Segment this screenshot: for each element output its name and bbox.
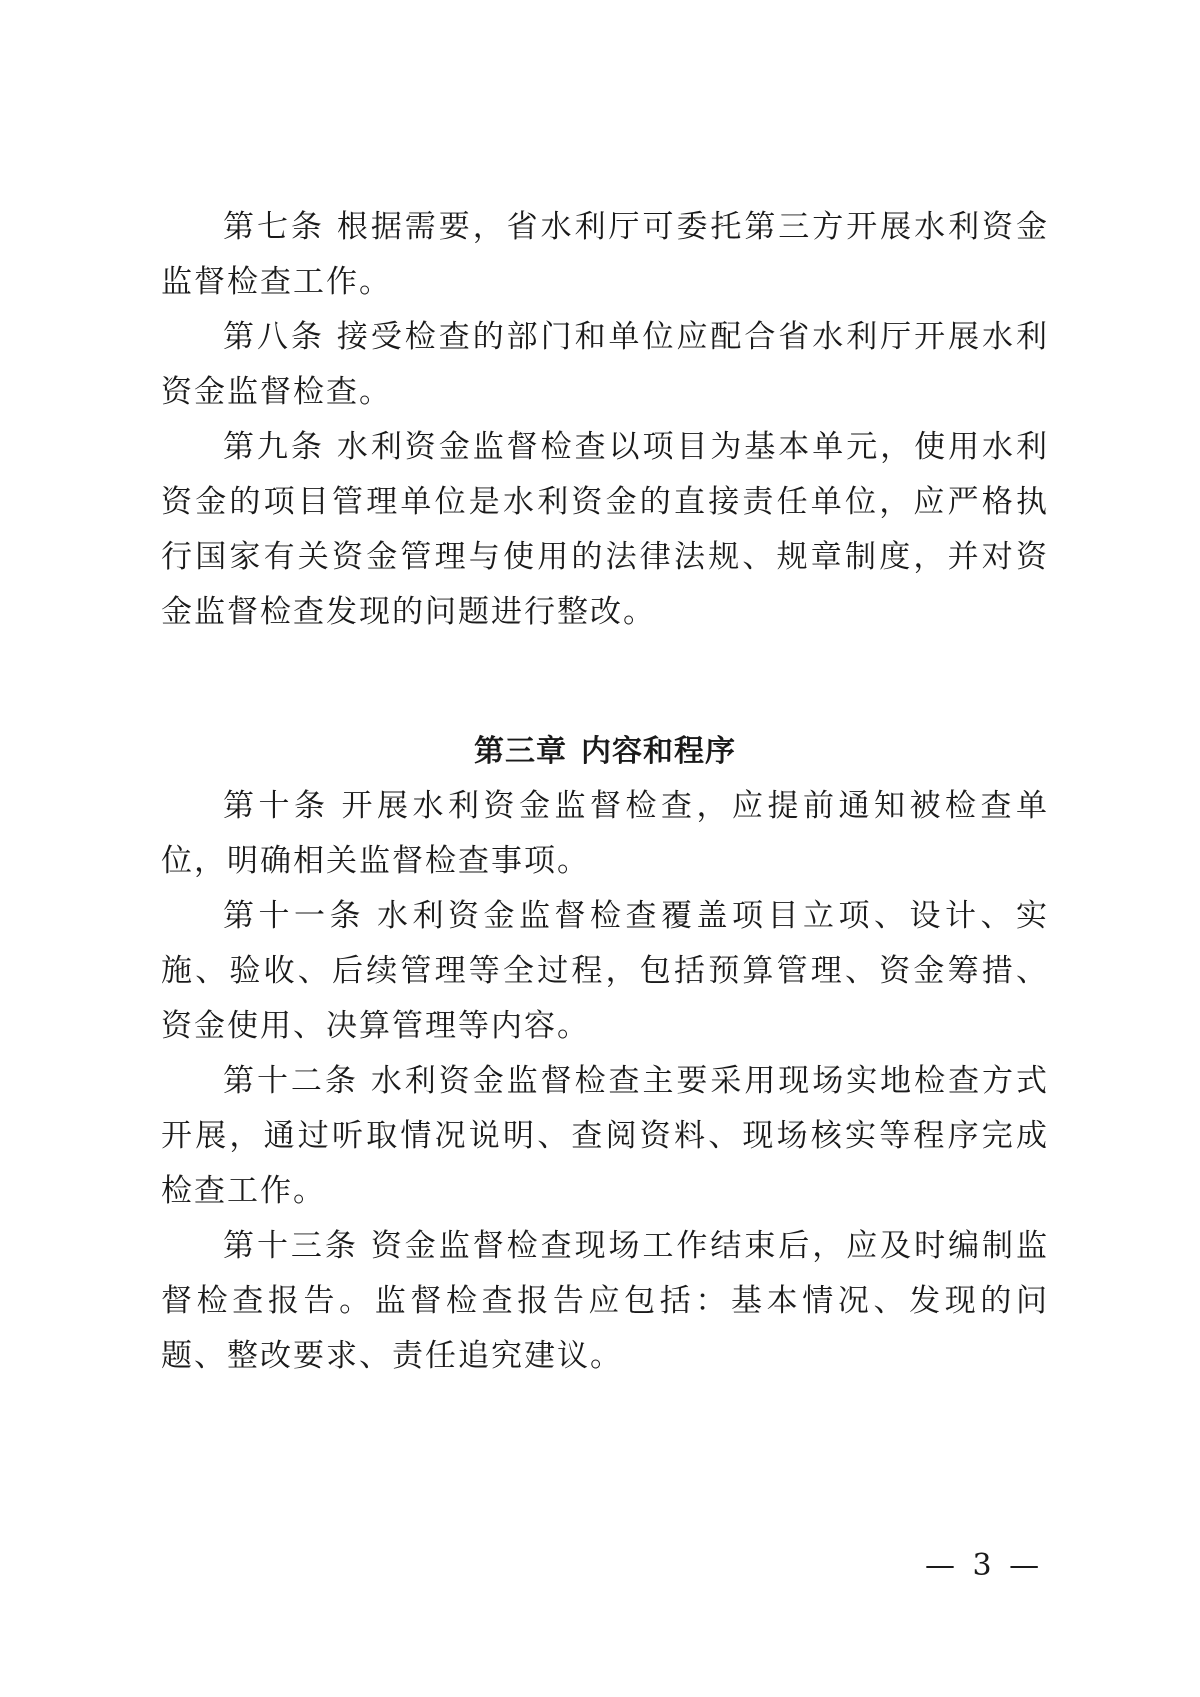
chapter-number: 第三章	[474, 734, 567, 769]
chapter-title: 内容和程序	[581, 734, 736, 769]
section-gap	[161, 640, 1049, 724]
article-12	[161, 1054, 1049, 1219]
article-label: 第九条	[223, 429, 325, 465]
article-text: 资金监督检查现场工作结束后，应及时编制监督检查报告。监督检查报告应包括：基本情况、发现的问题、整改要求、责任追究建议。	[161, 1228, 1049, 1374]
article-text: 接受检查的部门和单位应配合省水利厅开展水利资金监督检查。	[161, 319, 1050, 410]
article-9	[161, 420, 1049, 640]
article-label: 第十条	[223, 788, 330, 824]
page-number: — 3 —	[925, 1548, 1044, 1583]
article-text: 水利资金监督检查覆盖项目立项、设计、实施、验收、后续管理等全过程，包括预算管理、资金筹措、资金使用、决算管理等内容。	[161, 898, 1049, 1044]
article-label: 第十一条	[223, 898, 365, 934]
article-8	[161, 310, 1049, 420]
article-7	[161, 200, 1049, 310]
article-10	[161, 779, 1049, 889]
article-text: 水利资金监督检查以项目为基本单元，使用水利资金的项目管理单位是水利资金的直接责任单位，应严格执行国家有关资金管理与使用的法律法规、规章制度，并对资金监督检查发现的问题进行整改。	[161, 429, 1050, 630]
article-text: 根据需要，省水利厅可委托第三方开展水利资金监督检查工作。	[161, 209, 1050, 300]
article-label: 第七条	[223, 209, 325, 245]
article-text: 水利资金监督检查主要采用现场实地检查方式开展，通过听取情况说明、查阅资料、现场核实等程序完成检查工作。	[161, 1063, 1049, 1209]
article-text: 开展水利资金监督检查，应提前通知被检查单位，明确相关监督检查事项。	[161, 788, 1049, 879]
article-11	[161, 889, 1049, 1054]
document-body	[161, 200, 1049, 1384]
article-13	[161, 1219, 1049, 1384]
chapter-heading	[161, 724, 1049, 779]
article-label: 第八条	[223, 319, 325, 355]
article-label: 第十三条	[223, 1228, 359, 1264]
article-label: 第十二条	[223, 1063, 359, 1099]
